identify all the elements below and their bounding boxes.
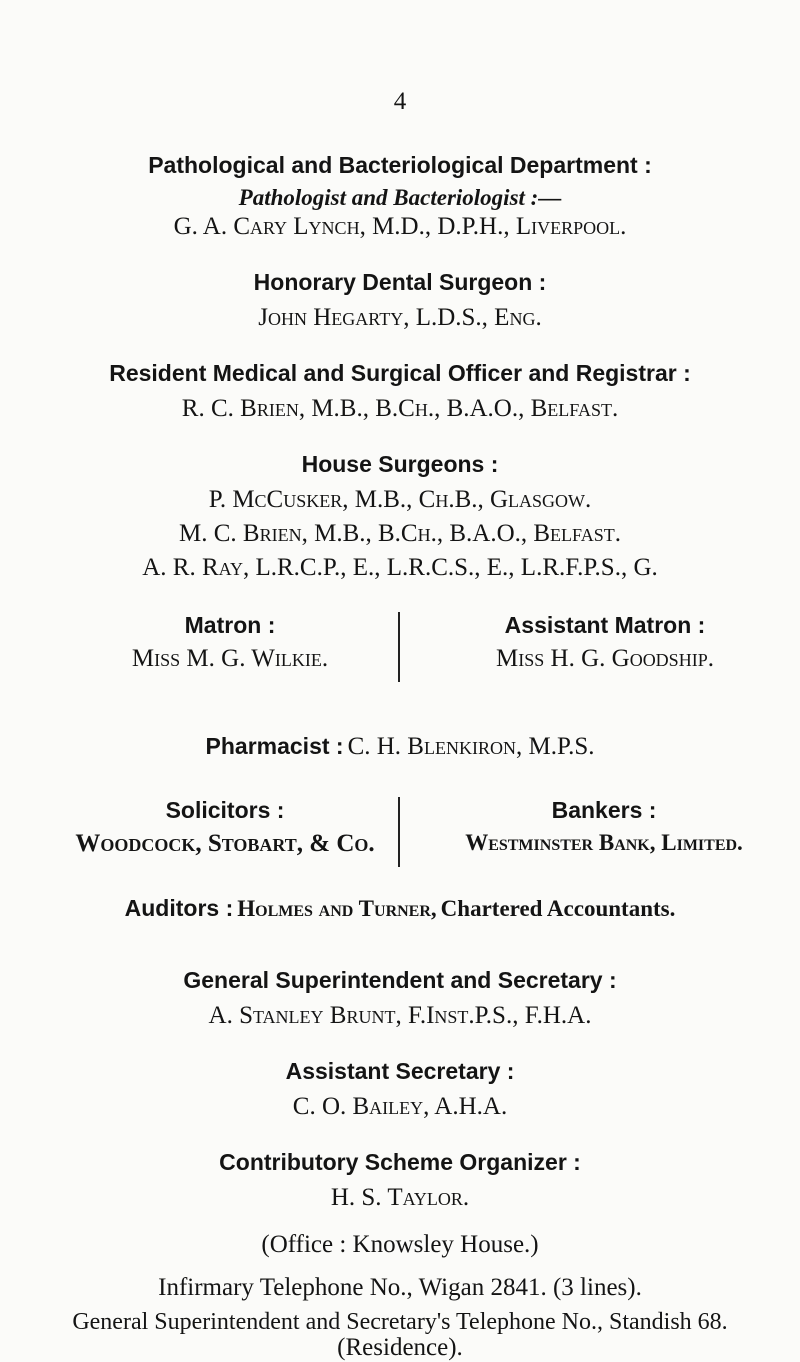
office-note: (Office : Knowsley House.) <box>261 1231 539 1258</box>
page-number: 4 <box>393 88 407 115</box>
divider <box>398 612 400 682</box>
general-superintendent-name: A. Stanley Brunt, F.Inst.P.S., F.H.A. <box>208 1002 592 1029</box>
pathology-heading: Pathological and Bacteriological Department : <box>148 152 652 178</box>
dental-heading: Honorary Dental Surgeon : <box>253 269 547 295</box>
pathologist-name: G. A. Cary Lynch, M.D., D.P.H., Liverpool. <box>173 213 627 240</box>
assistant-matron-name: Miss H. G. Goodship. <box>496 645 714 672</box>
bankers-name: Westminster Bank, Limited. <box>465 830 743 855</box>
house-surgeon-name: P. McCusker, M.B., Ch.B., Glasgow. <box>208 486 592 513</box>
pathology-subheading: Pathologist and Bacteriologist :— <box>238 185 562 210</box>
auditors-name: Holmes and Turner, <box>237 896 437 921</box>
bankers-block <box>408 797 800 856</box>
pharmacist-line <box>0 733 800 761</box>
house-surgeons-heading: House Surgeons : <box>301 451 499 477</box>
assistant-secretary-heading: Assistant Secretary : <box>285 1058 515 1084</box>
assistant-matron-block <box>410 612 800 673</box>
pharmacist-label: Pharmacist : <box>205 733 344 759</box>
contributory-heading: Contributory Scheme Organizer : <box>219 1149 581 1175</box>
pharmacist-name: C. H. Blenkiron, M.P.S. <box>347 733 595 760</box>
infirmary-telephone: Infirmary Telephone No., Wigan 2841. (3 lines). <box>158 1274 642 1301</box>
solicitors-heading: Solicitors : <box>165 797 285 823</box>
house-surgeon-name: A. R. Ray, L.R.C.P., E., L.R.C.S., E., L.R.F.P.S., G. <box>142 554 658 581</box>
residence-note: (Residence). <box>337 1334 463 1361</box>
matron-name: Miss M. G. Wilkie. <box>131 645 329 672</box>
auditors-label: Auditors : <box>124 895 234 921</box>
solicitors-name: Woodcock, Stobart, & Co. <box>75 830 375 857</box>
solicitors-block <box>55 797 395 858</box>
assistant-matron-heading: Assistant Matron : <box>504 612 706 638</box>
resident-officer-name: R. C. Brien, M.B., B.Ch., B.A.O., Belfast. <box>181 395 619 422</box>
dental-surgeon-name: John Hegarty, L.D.S., Eng. <box>258 304 542 331</box>
bankers-heading: Bankers : <box>551 797 657 823</box>
house-surgeon-name: M. C. Brien, M.B., B.Ch., B.A.O., Belfast. <box>179 520 621 547</box>
general-superintendent-heading: General Superintendent and Secretary : <box>183 967 617 993</box>
auditors-suffix: Chartered Accountants. <box>440 896 676 921</box>
contributory-organizer-name: H. S. Taylor. <box>330 1184 470 1211</box>
matron-heading: Matron : <box>184 612 276 638</box>
auditors-line <box>0 895 800 922</box>
resident-heading: Resident Medical and Surgical Officer and Registrar : <box>109 360 691 386</box>
superintendent-telephone: General Superintendent and Secretary's Telephone No., Standish 68. <box>72 1309 728 1335</box>
divider <box>398 797 400 867</box>
assistant-secretary-name: C. O. Bailey, A.H.A. <box>292 1093 508 1120</box>
matron-block <box>60 612 400 673</box>
